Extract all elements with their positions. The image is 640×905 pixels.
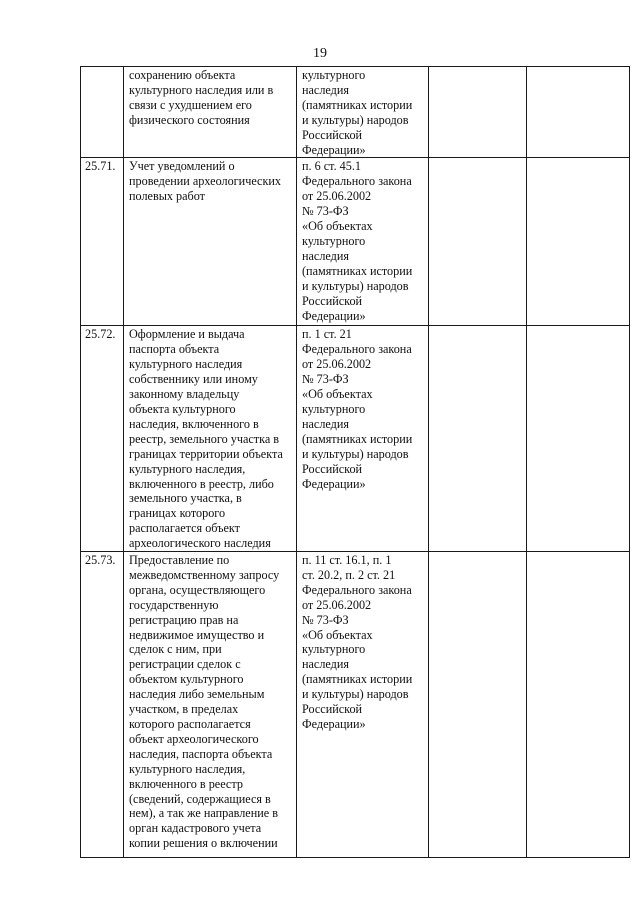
column-5-cell [527,552,630,858]
row-number-cell: 25.71. [81,158,124,326]
table-row [81,158,630,326]
legal-basis-cell: культурного наследия (памятниках истории и культуры) народов Российской Федерации» [297,67,429,158]
table-row [81,67,630,158]
page-number: 19 [313,46,327,61]
row-number-cell [81,67,124,158]
column-5-cell [527,158,630,326]
column-4-cell [429,158,527,326]
services-table [80,66,630,858]
column-4-cell [429,67,527,158]
legal-basis-cell: п. 1 ст. 21 Федерального закона от 25.06.2002 № 73-ФЗ «Об объектах культурного наследия (памятниках истории и культуры) народов Российской Федерации» [297,326,429,552]
service-name-cell: Оформление и выдача паспорта объекта культурного наследия собственнику или иному законному владельцу объекта культурного наследия, включенного в реестр, земельного участка в границах территории объекта культурного наследия, включенного в реестр, либо земельного участка, в границах которого располагается объект археологического наследия [124,326,297,552]
row-number-cell: 25.73. [81,552,124,858]
legal-basis-cell: п. 11 ст. 16.1, п. 1 ст. 20.2, п. 2 ст. 21 Федерального закона от 25.06.2002 № 73-ФЗ «Об объектах культурного наследия (памятниках истории и культуры) народов Российской Федерации» [297,552,429,858]
row-number-cell: 25.72. [81,326,124,552]
column-4-cell [429,326,527,552]
legal-basis-cell: п. 6 ст. 45.1 Федерального закона от 25.06.2002 № 73-ФЗ «Об объектах культурного наследия (памятниках истории и культуры) народов Российской Федерации» [297,158,429,326]
service-name-cell: сохранению объекта культурного наследия или в связи с ухудшением его физического состояния [124,67,297,158]
table-row [81,326,630,552]
service-name-cell: Предоставление по межведомственному запросу органа, осуществляющего государственную регистрацию прав на недвижимое имущество и сделок с ним, при регистрации сделок с объектом культурного наследия либо земельным участком, в пределах которого располагается объект археологического наследия, паспорта объекта культурного наследия, включенного в реестр (сведений, содержащиеся в нем), а так же направление в орган кадастрового учета копии решения о включении [124,552,297,858]
service-name-cell: Учет уведомлений о проведении археологических полевых работ [124,158,297,326]
column-5-cell [527,67,630,158]
column-5-cell [527,326,630,552]
table-row [81,552,630,858]
column-4-cell [429,552,527,858]
